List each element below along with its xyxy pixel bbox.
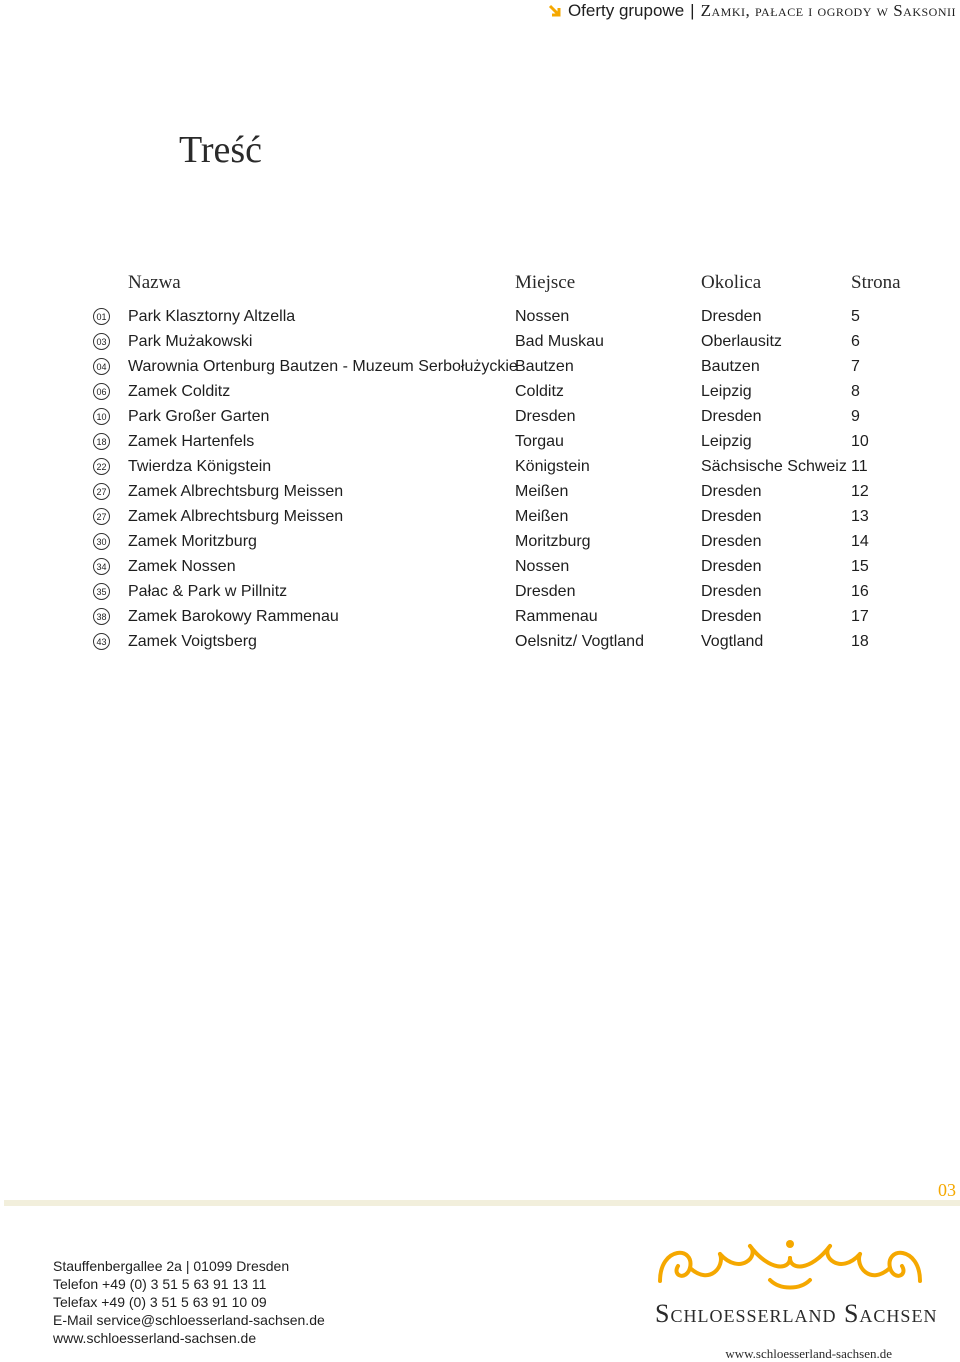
number-badge: 06 [93,383,110,400]
number-badge: 34 [93,558,110,575]
arrow-down-right-icon [548,4,562,18]
row-page: 10 [851,433,869,450]
number-badge: 27 [93,508,110,525]
column-page-header: Strona [851,272,901,293]
row-area: Bautzen [701,358,760,375]
table-row [0,605,960,630]
number-badge: 01 [93,308,110,325]
ornament-icon [650,1236,930,1296]
row-page: 14 [851,533,869,550]
row-place: Oelsnitz/ Vogtland [515,633,644,650]
column-area-header: Okolica [701,272,762,293]
table-row [0,330,960,355]
number-badge: 03 [93,333,110,350]
address-line: Stauffenbergallee 2a | 01099 Dresden [53,1258,290,1274]
row-place: Dresden [515,583,576,600]
row-area: Dresden [701,308,762,325]
row-area: Dresden [701,533,762,550]
row-name: Zamek Nossen [128,558,236,575]
row-place: Moritzburg [515,533,591,550]
row-place: Torgau [515,433,564,450]
row-name: Warownia Ortenburg Bautzen - Muzeum Serbołużyckie [128,358,518,375]
row-area: Sächsische Schweiz [701,458,847,475]
website-link[interactable]: www.schloesserland-sachsen.de [53,1330,257,1346]
row-page: 5 [851,308,860,325]
number-badge: 22 [93,458,110,475]
row-name: Twierdza Königstein [128,458,272,475]
row-area: Dresden [701,408,762,425]
footer-address [53,1257,325,1347]
logo-text: Schloesserland Sachsen [655,1299,938,1328]
table-header [0,272,960,298]
column-place-header: Miejsce [515,272,576,293]
row-place: Rammenau [515,608,598,625]
row-page: 6 [851,333,860,350]
row-name: Zamek Colditz [128,383,231,400]
row-page: 17 [851,608,869,625]
row-page: 8 [851,383,860,400]
table-row [0,505,960,530]
row-name: Zamek Hartenfels [128,433,255,450]
row-page: 11 [851,458,868,475]
row-name: Zamek Barokowy Rammenau [128,608,339,625]
number-badge: 18 [93,433,110,450]
row-area: Dresden [701,508,762,525]
table-row [0,630,960,655]
row-name: Zamek Albrechtsburg Meissen [128,508,344,525]
table-row [0,480,960,505]
fax-line: Telefax +49 (0) 3 51 5 63 91 10 09 [53,1294,267,1310]
row-place: Bautzen [515,358,574,375]
row-place: Meißen [515,483,569,500]
number-badge: 04 [93,358,110,375]
email-link[interactable]: E-Mail service@schloesserland-sachsen.de [53,1312,325,1328]
page-number: 03 [938,1180,956,1200]
table-row [0,355,960,380]
table-row [0,530,960,555]
table-row [0,380,960,405]
row-name: Park Mużakowski [128,333,253,350]
header-section: Oferty grupowe [567,1,685,20]
header-subtitle: Zamki, pałace i ogrody w Saksonii [700,1,956,20]
row-area: Leipzig [701,383,752,400]
row-area: Leipzig [701,433,752,450]
row-page: 15 [851,558,869,575]
table-row [0,430,960,455]
row-page: 13 [851,508,869,525]
row-name: Park Großer Garten [128,408,270,425]
table-row [0,555,960,580]
row-name: Zamek Voigtsberg [128,633,257,650]
page-title: Treść [179,129,263,171]
row-area: Dresden [701,558,762,575]
header-separator: | [690,1,695,20]
row-page: 12 [851,483,869,500]
row-place: Colditz [515,383,564,400]
table-row [0,455,960,480]
row-name: Park Klasztorny Altzella [128,308,296,325]
table-row [0,305,960,330]
row-place: Bad Muskau [515,333,604,350]
row-page: 16 [851,583,869,600]
number-badge: 35 [93,583,110,600]
row-area: Vogtland [701,633,764,650]
row-place: Nossen [515,558,570,575]
row-page: 7 [851,358,860,375]
number-badge: 27 [93,483,110,500]
row-page: 9 [851,408,860,425]
row-name: Zamek Moritzburg [128,533,257,550]
table-row [0,580,960,605]
row-area: Oberlausitz [701,333,782,350]
logo-url[interactable]: www.schloesserland-sachsen.de [725,1346,892,1361]
row-place: Königstein [515,458,590,475]
number-badge: 43 [93,633,110,650]
row-area: Dresden [701,583,762,600]
header-bar [548,0,956,22]
row-place: Dresden [515,408,576,425]
row-place: Meißen [515,508,569,525]
row-area: Dresden [701,608,762,625]
row-area: Dresden [701,483,762,500]
row-place: Nossen [515,308,570,325]
row-page: 18 [851,633,869,650]
contents-table [0,305,960,655]
number-badge: 30 [93,533,110,550]
number-badge: 10 [93,408,110,425]
row-name: Zamek Albrechtsburg Meissen [128,483,344,500]
phone-line: Telefon +49 (0) 3 51 5 63 91 13 11 [53,1276,267,1292]
column-name-header: Nazwa [128,272,181,293]
number-badge: 38 [93,608,110,625]
schloesserland-logo [650,1236,938,1361]
table-row [0,405,960,430]
row-name: Pałac & Park w Pillnitz [128,583,288,600]
footer-divider [4,1200,960,1206]
